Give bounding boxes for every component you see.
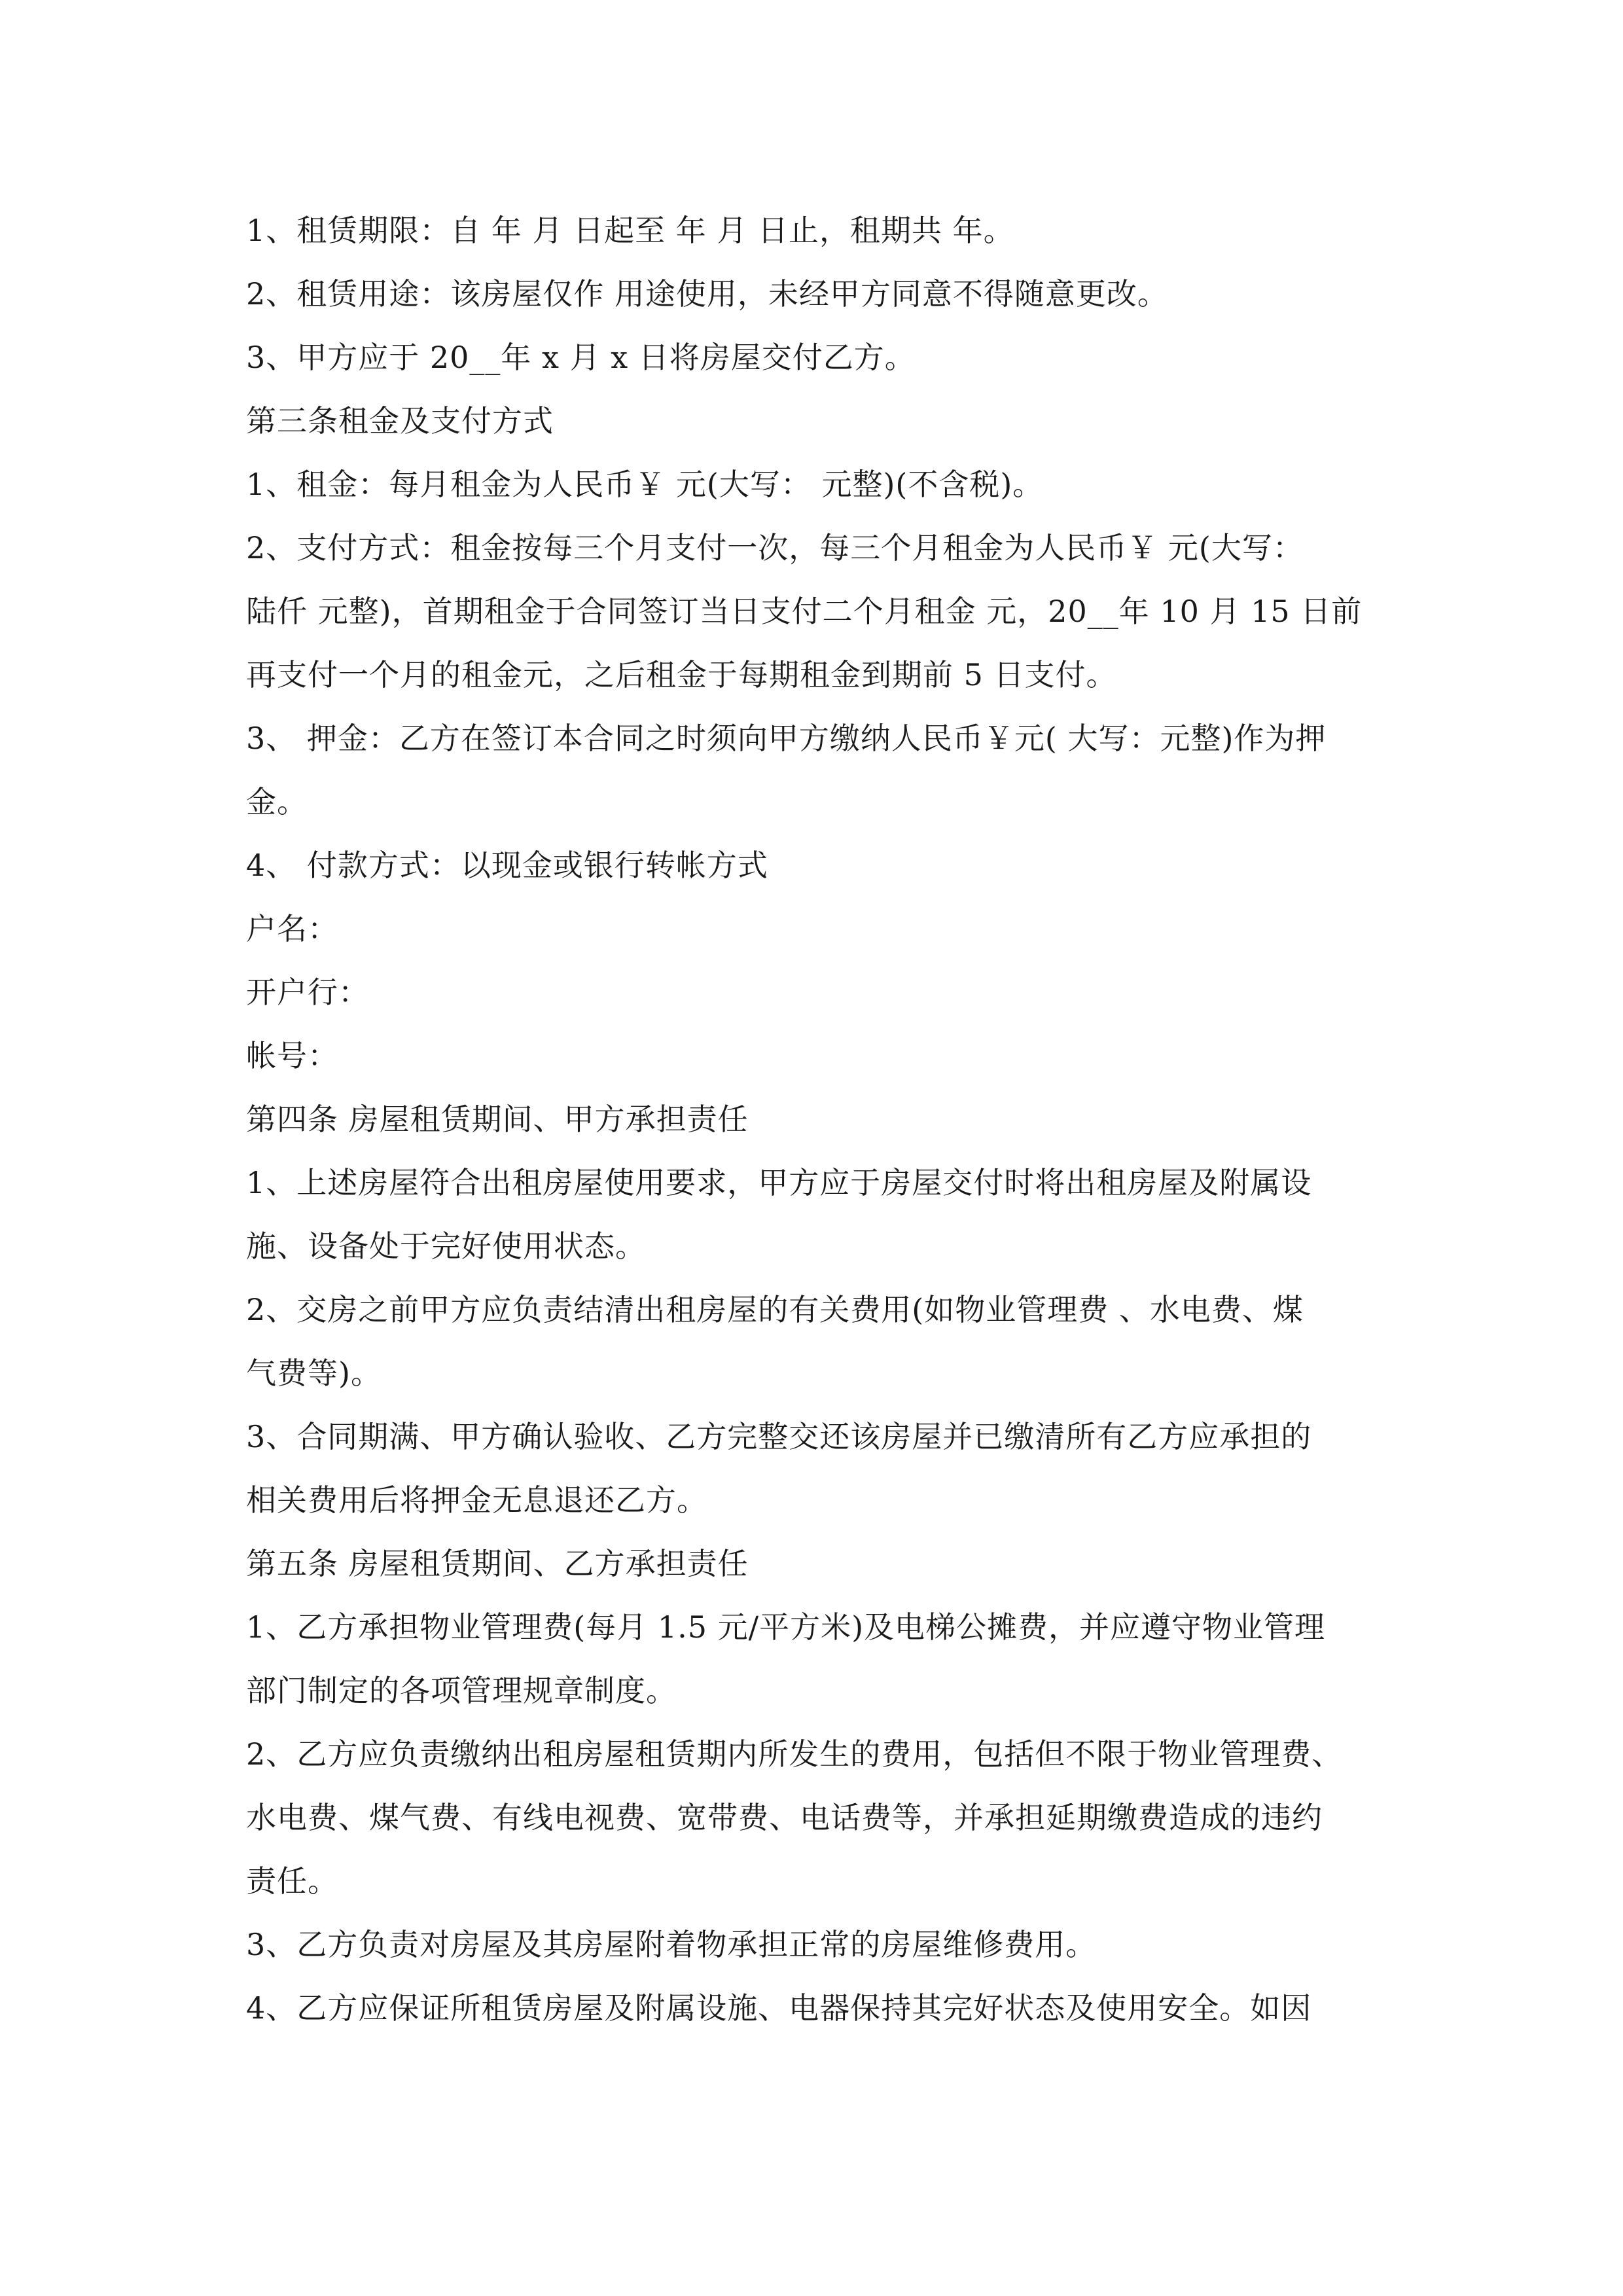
text-line: 水电费、煤气费、有线电视费、宽带费、电话费等，并承担延期缴费造成的违约	[246, 1800, 1323, 1835]
text-line: 2、租赁用途：该房屋仅作 用途使用，未经甲方同意不得随意更改。	[246, 276, 1168, 312]
text-line: 部门制定的各项管理规章制度。	[246, 1673, 677, 1708]
text-line: 4、 付款方式：以现金或银行转帐方式	[246, 848, 768, 883]
text-line: 施、设备处于完好使用状态。	[246, 1229, 646, 1264]
account-number-label: 帐号：	[246, 1038, 338, 1073]
text-line: 责任。	[246, 1863, 338, 1899]
text-line: 再支付一个月的租金元，之后租金于每期租金到期前 5 日支付。	[246, 657, 1117, 692]
bank-label: 开户行：	[246, 975, 369, 1010]
text-line: 1、乙方承担物业管理费(每月 1.5 元/平方米)及电梯公摊费，并应遵守物业管理	[246, 1609, 1326, 1645]
text-line: 气费等)。	[246, 1355, 382, 1391]
text-line: 3、乙方负责对房屋及其房屋附着物承担正常的房屋维修费用。	[246, 1927, 1097, 1962]
section-heading: 第四条 房屋租赁期间、甲方承担责任	[246, 1102, 749, 1137]
text-line: 3、甲方应于 20__年 x 月 x 日将房屋交付乙方。	[246, 340, 916, 375]
text-line: 3、合同期满、甲方确认验收、乙方完整交还该房屋并已缴清所有乙方应承担的	[246, 1419, 1312, 1454]
text-line: 金。	[246, 784, 308, 819]
section-heading: 第五条 房屋租赁期间、乙方承担责任	[246, 1546, 749, 1581]
text-line: 1、租赁期限：自 年 月 日起至 年 月 日止，租期共 年。	[246, 213, 1014, 248]
text-line: 相关费用后将押金无息退还乙方。	[246, 1482, 707, 1518]
section-heading: 第三条租金及支付方式	[246, 403, 554, 439]
text-line: 2、交房之前甲方应负责结清出租房屋的有关费用(如物业管理费 、水电费、煤	[246, 1292, 1304, 1327]
text-line: 陆仟 元整)，首期租金于合同签订当日支付二个月租金 元，20__年 10 月 15 日前	[246, 594, 1363, 629]
text-line: 1、租金：每月租金为人民币￥ 元(大写： 元整)(不含税)。	[246, 467, 1044, 502]
text-line: 2、乙方应负责缴纳出租房屋租赁期内所发生的费用，包括但不限于物业管理费、	[246, 1736, 1343, 1772]
account-name-label: 户名：	[246, 911, 338, 946]
text-line: 3、 押金：乙方在签订本合同之时须向甲方缴纳人民币￥元( 大写：元整)作为押	[246, 721, 1327, 756]
text-line: 4、乙方应保证所租赁房屋及附属设施、电器保持其完好状态及使用安全。如因	[246, 1990, 1312, 2026]
text-line: 1、上述房屋符合出租房屋使用要求，甲方应于房屋交付时将出租房屋及附属设	[246, 1165, 1312, 1200]
text-line: 2、支付方式：租金按每三个月支付一次，每三个月租金为人民币￥ 元(大写：	[246, 530, 1304, 565]
